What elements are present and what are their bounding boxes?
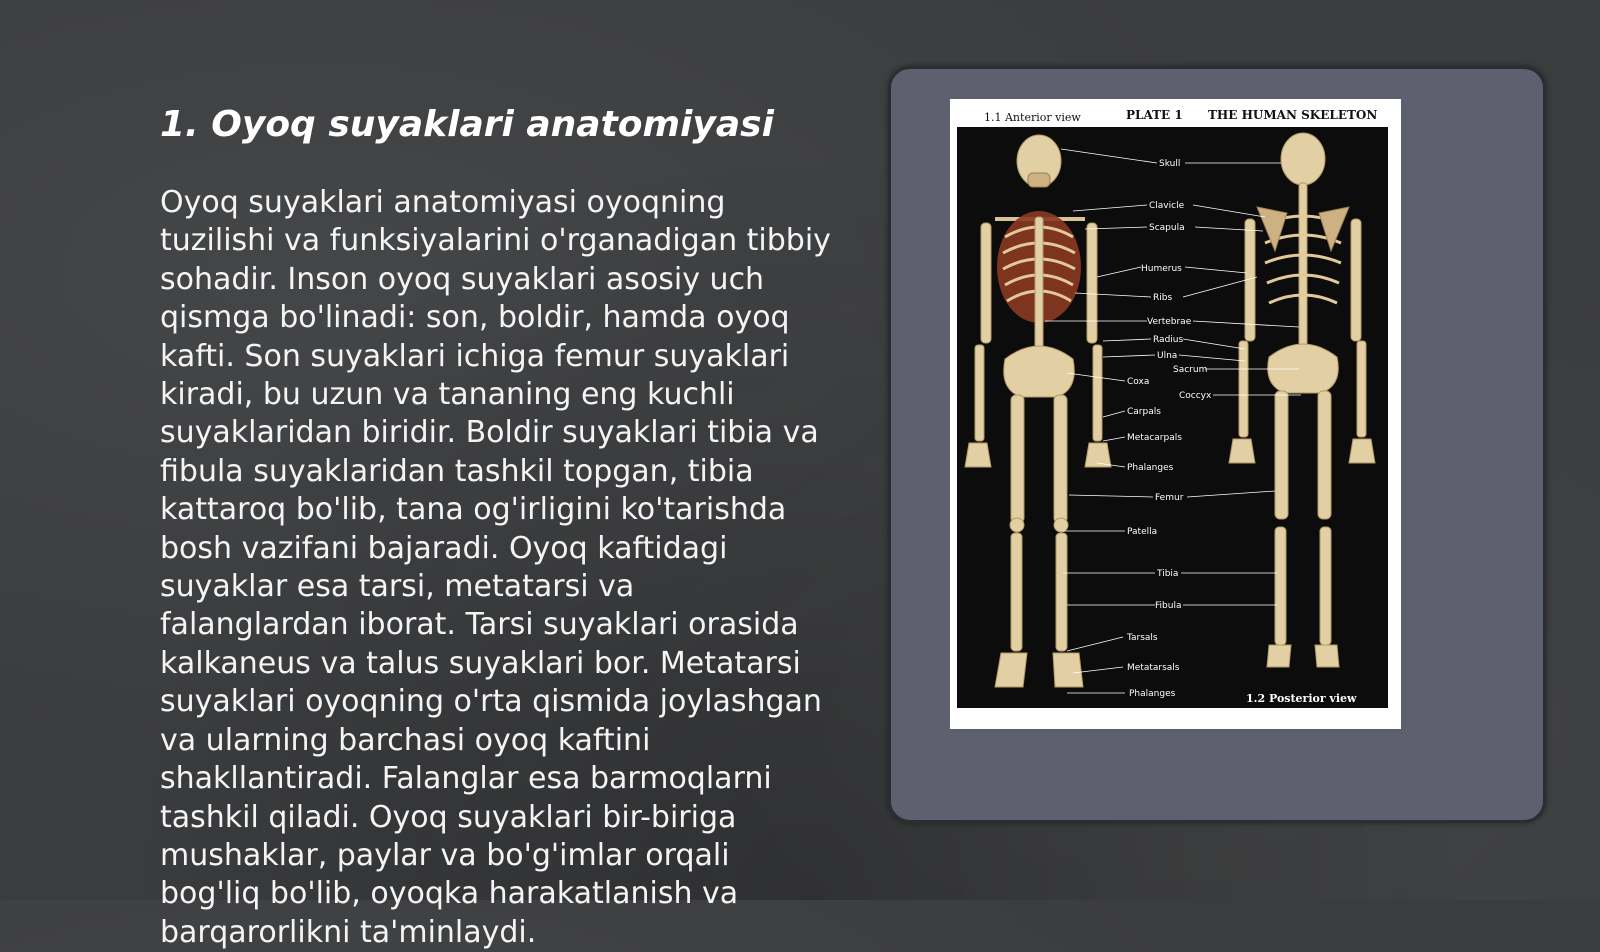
label-radius: Radius [1153, 335, 1184, 345]
skeleton-plate-image [950, 99, 1401, 729]
label-scapula: Scapula [1149, 223, 1185, 233]
label-skull: Skull [1159, 159, 1181, 169]
label-carpals: Carpals [1127, 407, 1161, 417]
label-tibia: Tibia [1157, 569, 1179, 579]
label-ulna: Ulna [1157, 351, 1178, 361]
label-metatarsals: Metatarsals [1127, 663, 1180, 673]
label-femur: Femur [1155, 493, 1184, 503]
label-sacrum: Sacrum [1173, 365, 1208, 375]
label-phalanges-hand: Phalanges [1127, 463, 1174, 473]
slide-body-text: Oyoq suyaklari anatomiyasi oyoqning tuzilishi va funksiyalarini o'rganadigan tibbiy sohadir. Inson oyoq suyaklari asosiy uch qismga bo'linadi: son, boldir, hamda oyoq kafti. Son suyaklari ichiga femur suyaklari kiradi, bu uzun va tananing eng kuchli suyaklaridan biridir. Boldir suyaklari tibia va fibula suyaklaridan tashkil topgan, tibia kattaroq bo'lib, tana og'irligini ko'tarishda bosh vazifani bajaradi. Oyoq kaftidagi suyaklar esa tarsi, metatarsi va falanglardan iborat. Tarsi suyaklari orasida kalkaneus va talus suyaklari bor. Metatarsi suyaklari oyoqning o'rta qismida joylashgan va ularning barchasi oyoq kaftini shakllantiradi. Falanglar esa barmoqlarni tashkil qiladi. Oyoq suyaklari bir-biriga mushaklar, paylar va bo'g'imlar orqali bog'liq bo'lib, oyoqka harakatlanish va barqarorlikni ta'minlaydi. [160, 185, 831, 950]
label-fibula: Fibula [1155, 601, 1182, 611]
skeleton-photo [957, 127, 1388, 708]
label-ribs: Ribs [1153, 293, 1173, 303]
label-patella: Patella [1127, 527, 1158, 537]
label-vertebrae: Vertebrae [1147, 317, 1192, 327]
label-clavicle: Clavicle [1149, 201, 1185, 211]
posterior-view-caption: 1.2 Posterior view [1246, 692, 1357, 705]
label-coxa: Coxa [1127, 377, 1150, 387]
plate-number: PLATE 1 [1126, 108, 1183, 122]
slide-title: 1. Oyoq suyaklari anatomiyasi [160, 104, 774, 145]
label-phalanges-foot: Phalanges [1129, 689, 1176, 699]
label-humerus: Humerus [1141, 264, 1182, 274]
label-metacarpals: Metacarpals [1127, 433, 1182, 443]
anterior-view-caption: 1.1 Anterior view [984, 111, 1081, 124]
label-tarsals: Tarsals [1127, 633, 1158, 643]
plate-title: THE HUMAN SKELETON [1208, 108, 1378, 122]
label-coccyx: Coccyx [1179, 391, 1212, 401]
